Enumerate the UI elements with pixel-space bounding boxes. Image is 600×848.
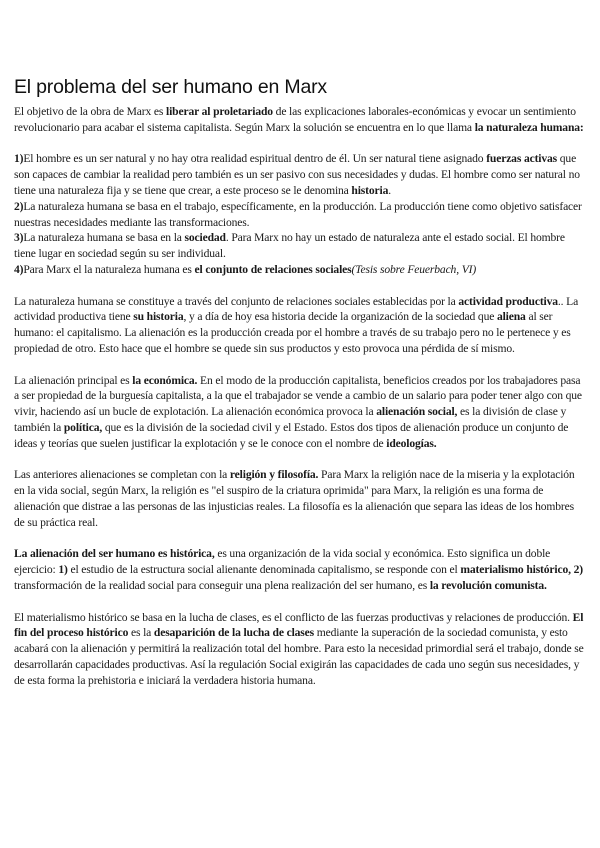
paragraph-alienacion-historica: La alienación del ser humano es histórica, es una organización de la vida social y económica. Esto significa un doble ejercicio: 1) el estudio de la estructura social alienante denominada capitalismo, se responde con el materialismo histórico, 2) transformación de la realidad social para conseguir una plena realización del ser humano, es la revolución comunista. — [14, 547, 583, 592]
paragraph-materialismo-historico: El materialismo histórico se basa en la lucha de clases, es el conflicto de las fuerzas productivas y relaciones de producción. El fin del proceso histórico es la desaparición de la lucha de clases mediante la superación de la sociedad comunista, y esto acabará con la alienación y permitirá la realización total del hombre. Para esto la necesidad primordial será el trabajo, donde se desarrollarán capacidades productivas. Así la regulación Social exigirán las capacidades de cada uno según sus necesidades, y de esta forma la prehistoria e iniciará la verdadera historia humana. — [14, 610, 584, 687]
list-item-3: 3)La naturaleza humana se basa en la sociedad. Para Marx no hay un estado de naturaleza ante el estado social. El hombre tiene lugar en sociedad según su ser individual. — [14, 231, 565, 261]
list-item-1: 1)El hombre es un ser natural y no hay otra realidad espiritual dentro de él. Un ser natural tiene asignado fuerzas activas que son capaces de cambiar la realidad pero también es un ser pasivo con sus necesidades y dudas. El hombre como ser natural no tiene una naturaleza fija y se tiene que crear, a este proceso se le denomina historia. — [14, 152, 580, 197]
paragraph-objetivo: El objetivo de la obra de Marx es liberar al proletariado de las explicaciones laborales-económicas y evocar un sentimiento revolucionario para acabar el sistema capitalista. Según Marx la solución se encuentra en lo que llama la naturaleza humana: — [14, 105, 584, 134]
document-title: El problema del ser humano en Marx — [14, 76, 327, 98]
list-item-4: 4)Para Marx el la naturaleza humana es el conjunto de relaciones sociales(Tesis sobre Feuerbach, VI) — [14, 262, 477, 276]
paragraph-alienacion-economica: La alienación principal es la económica. En el modo de la producción capitalista, beneficios creados por los trabajadores pasa a ser propiedad de la burguesía capitalista, a la que el trabajador se vende a cambio de un salario para poder tener algo con que vivir, haciendo así un bucle de explotación. La alienación económica provoca la alienación social, es la división de clase y también la política, que es la división de la sociedad civil y el Estado. Estos dos tipos de alienación produce un conjunto de ideas y teorías que suelen justificar la explotación y se le conoce con el nombre de ideologías. — [14, 373, 582, 450]
list-item-2: 2)La naturaleza humana se basa en el trabajo, específicamente, en la producción. La producción tiene como objetivo satisfacer nuestras necesidades mediante las transformaciones. — [14, 199, 582, 229]
paragraph-religion-filosofia: Las anteriores alienaciones se completan con la religión y filosofía. Para Marx la religión nace de la miseria y la explotación en la vida social, según Marx, la religión es "el suspiro de la criatura oprimida" para Marx, la religión es una forma de alienación que distrae a las personas de las injusticias reales. La filosofía es la alienación que separa las ideas de los hombres de su práctica real. — [14, 468, 575, 529]
paragraph-actividad-productiva: La naturaleza humana se constituye a través del conjunto de relaciones sociales establecidas por la actividad productiva.. La actividad productiva tiene su historia, y a día de hoy esa historia decide la organización de la sociedad que aliena al ser humano: el capitalismo. La alienación es la producción creada por el hombre a través de su trabajo pero no le pertenece y es propiedad de otro. Esto hace que el hombre se quede sin sus productos y esto provoca una pérdida de sí mismo. — [14, 294, 579, 355]
